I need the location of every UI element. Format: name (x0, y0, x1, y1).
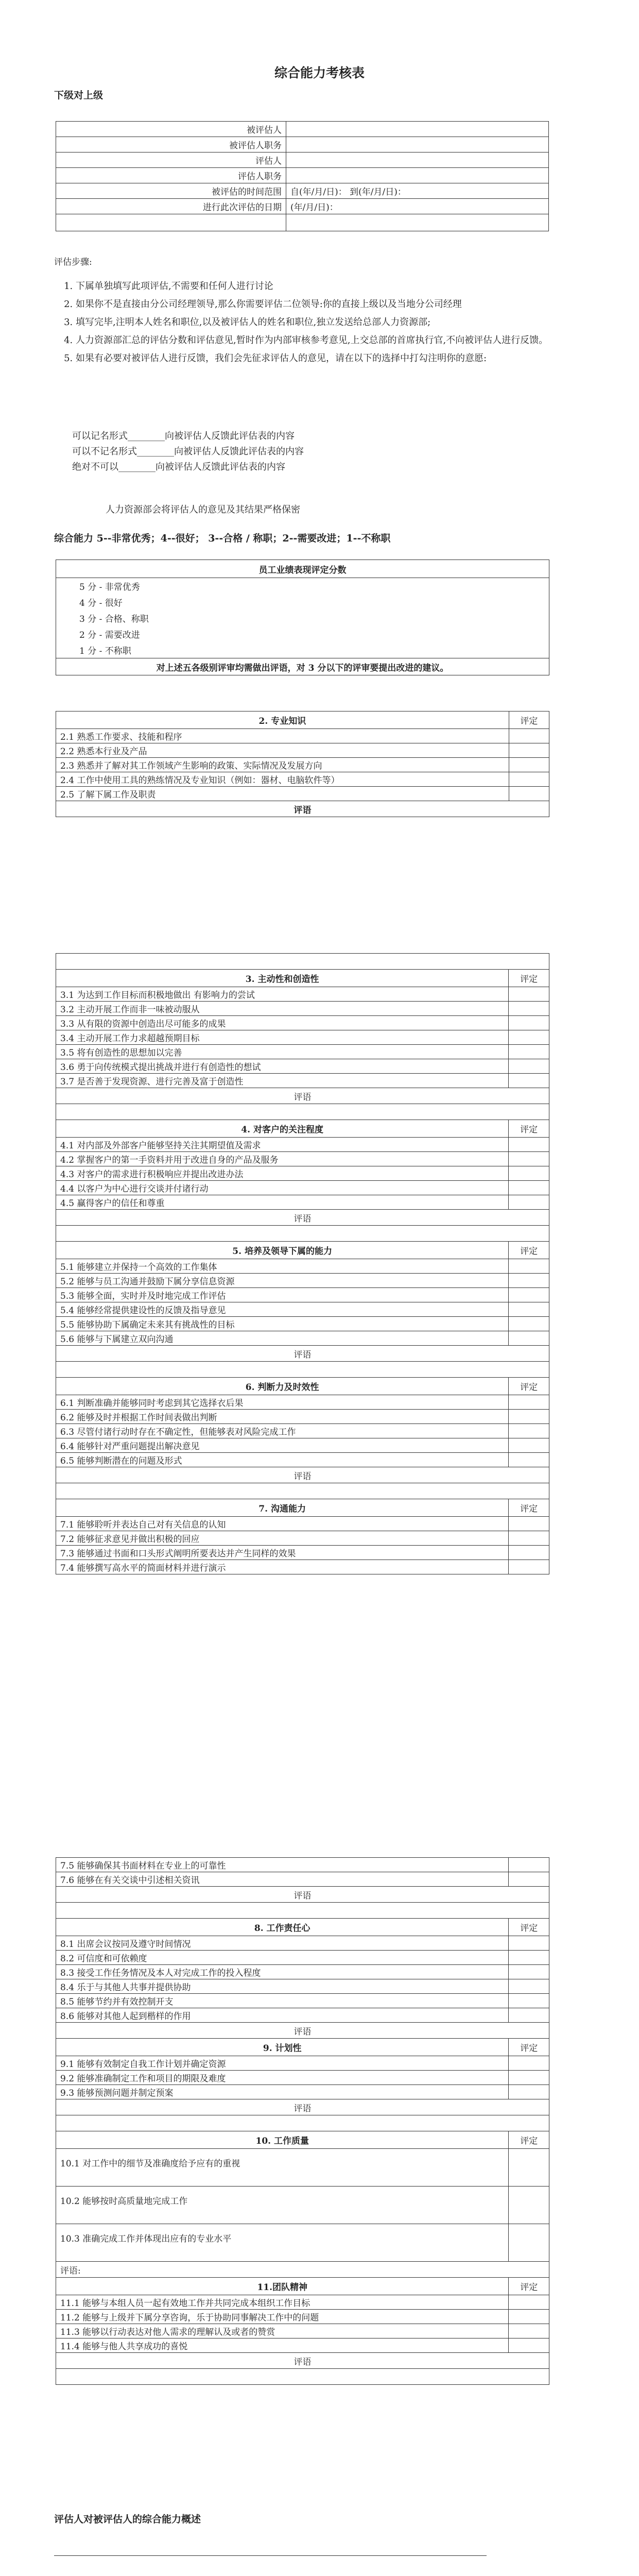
section-title: 6. 判断力及时效性 (56, 1378, 509, 1395)
info-label: 被评估的时间范围 (56, 183, 286, 199)
score-cell[interactable] (509, 1138, 549, 1152)
spacer-row (56, 2115, 549, 2131)
criteria-label: 3.6 勇于向传统模式提出挑战并进行有创造性的想试 (56, 1059, 509, 1074)
criteria-label: 3.1 为达到工作目标而积极地做出 有影响力的尝试 (56, 987, 509, 1002)
criteria-row (56, 1138, 549, 1152)
criteria-row (56, 2324, 549, 2338)
score-cell[interactable] (509, 1030, 549, 1045)
criteria-row (56, 1195, 549, 1210)
summary-input-line[interactable] (54, 2555, 487, 2556)
score-cell[interactable] (509, 1517, 549, 1531)
score-legend-table (56, 560, 549, 675)
criteria-row (56, 1045, 549, 1059)
criteria-label: 9.1 能够有效制定自我工作计划并确定资源 (56, 2056, 509, 2071)
criteria-label: 5.6 能够与下属建立双向沟通 (56, 1331, 509, 1346)
score-col-header: 评定 (509, 2131, 549, 2149)
criteria-row (56, 1181, 549, 1195)
score-cell[interactable] (509, 1074, 549, 1088)
criteria-row (56, 1152, 549, 1166)
score-cell[interactable] (509, 1395, 549, 1410)
score-cell[interactable] (509, 1045, 549, 1059)
comment-row[interactable]: 评语: (56, 2262, 549, 2278)
criteria-row (56, 1331, 549, 1346)
comment-row[interactable]: 评语 (56, 1088, 549, 1104)
score-cell[interactable] (509, 2324, 549, 2338)
score-cell[interactable] (509, 1288, 549, 1302)
criteria-row (56, 1317, 549, 1331)
comment-row[interactable]: 评语 (56, 2353, 549, 2369)
criteria-row (56, 1858, 549, 1872)
criteria-label: 6.4 能够针对严重问题提出解决意见 (56, 1438, 509, 1453)
score-col-header: 评定 (509, 1242, 549, 1259)
criteria-row (56, 2085, 549, 2099)
info-value[interactable] (286, 168, 549, 183)
step-item: 4. 人力资源部汇总的评估分数和评估意见,暂时作为内部审核参考意见,上交总部的首席执行官,不向被评估人进行反馈。 (76, 332, 611, 348)
score-cell[interactable] (509, 1302, 549, 1317)
criteria-row (56, 1016, 549, 1030)
criteria-row (56, 2149, 549, 2187)
criteria-row (56, 1274, 549, 1288)
score-cell[interactable] (509, 1858, 549, 1872)
criteria-label: 4.2 掌握客户的第一手资料并用于改进自身的产品及服务 (56, 1152, 509, 1166)
score-col-header: 评定 (509, 711, 549, 729)
score-col-header: 评定 (509, 1499, 549, 1517)
criteria-row (56, 772, 549, 787)
evaluation-block-a (56, 953, 549, 1574)
info-blank-cell (56, 214, 286, 231)
info-row (56, 152, 549, 168)
criteria-row (56, 1074, 549, 1088)
criteria-row (56, 2224, 549, 2262)
criteria-label: 11.3 能够以行动表达对他人需求的理解认及或者的赞赏 (56, 2324, 509, 2338)
criteria-label: 7.5 能够确保其书面材料在专业上的可靠性 (56, 1858, 509, 1872)
criteria-label: 5.5 能够协助下属确定未来其有挑战性的目标 (56, 1317, 509, 1331)
criteria-label: 5.4 能够经常提供建设性的反馈及指导意见 (56, 1302, 509, 1317)
info-value[interactable]: 自(年/月/日)： 到(年/月/日)： (286, 183, 549, 199)
score-cell[interactable] (509, 1994, 549, 2008)
score-cell[interactable] (509, 1410, 549, 1424)
criteria-label: 10.3 准确完成工作并体现出应有的专业水平 (56, 2224, 509, 2262)
steps-heading: 评估步骤: (54, 257, 92, 267)
criteria-label: 6.5 能够判断潜在的问题及形式 (56, 1453, 509, 1467)
info-table (56, 121, 549, 231)
score-cell[interactable] (509, 2187, 549, 2224)
spacer-row (56, 2369, 549, 2385)
criteria-label: 3.3 从有限的资源中创造出尽可能多的成果 (56, 1016, 509, 1030)
info-label: 评估人职务 (56, 168, 286, 183)
criteria-label: 2.3 熟悉并了解对其工作领域产生影响的政策、实际情况及发展方向 (56, 758, 509, 772)
rating-scale: 综合能力 5--非常优秀；4--很好； 3--合格 / 称职；2--需要改进；1--不称职 (54, 533, 391, 544)
criteria-label: 8.3 接受工作任务情况及本人对完成工作的投入程度 (56, 1965, 509, 1979)
score-cell[interactable] (509, 1259, 549, 1274)
info-label: 评估人 (56, 152, 286, 168)
criteria-row (56, 1259, 549, 1274)
score-cell[interactable] (509, 1317, 549, 1331)
score-col-header: 评定 (509, 1919, 549, 1936)
score-cell[interactable] (509, 2056, 549, 2071)
score-cell[interactable] (509, 2295, 549, 2310)
score-col-header: 评定 (509, 970, 549, 987)
info-blank-cell[interactable] (286, 214, 549, 231)
criteria-label: 11.2 能够与上级并下属分享咨询，乐于协助同事解决工作中的问题 (56, 2310, 509, 2324)
criteria-label: 11.1 能够与本组人员一起有效地工作并共同完成本组织工作目标 (56, 2295, 509, 2310)
score-legend-item: 3 分 - 合格、称职 (56, 610, 549, 626)
score-cell[interactable] (509, 1453, 549, 1467)
info-row (56, 137, 549, 152)
section-title: 10. 工作质量 (56, 2131, 509, 2149)
page-subtitle: 下级对上级 (54, 90, 103, 101)
info-row (56, 199, 549, 214)
info-value[interactable] (286, 152, 549, 168)
step-item: 5. 如果有必要对被评估人进行反馈，我们会先征求评估人的意见，请在以下的选择中打勾注明你的意愿: (76, 350, 611, 366)
section-title: 9. 计划性 (56, 2039, 509, 2056)
score-cell[interactable] (509, 1872, 549, 1887)
criteria-label: 5.2 能够与员工沟通并鼓励下属分享信息资源 (56, 1274, 509, 1288)
score-legend-item: 5 分 - 非常优秀 (56, 578, 549, 595)
criteria-label: 4.5 赢得客户的信任和尊重 (56, 1195, 509, 1210)
section-title: 11.团队精神 (56, 2278, 509, 2295)
evaluation-block-b (56, 1857, 549, 2385)
score-legend-item: 2 分 - 需要改进 (56, 626, 549, 642)
feedback-option[interactable]: 可以记名形式________向被评估人反馈此评估表的内容 (72, 431, 295, 442)
score-cell[interactable] (509, 1331, 549, 1346)
criteria-label: 6.1 判断准确并能够同时考虑到其它选择衣后果 (56, 1395, 509, 1410)
criteria-label: 5.3 能够全面，实时并及时地完成工作评估 (56, 1288, 509, 1302)
criteria-row (56, 2008, 549, 2023)
score-legend-item: 1 分 - 不称职 (56, 642, 549, 658)
criteria-label: 2.1 熟悉工作要求、技能和程序 (56, 729, 509, 743)
criteria-label: 8.4 乐于与其他人共事并提供协助 (56, 1979, 509, 1994)
criteria-label: 9.3 能够预测问题并制定预案 (56, 2085, 509, 2099)
criteria-label: 3.2 主动开展工作而非一味被动服从 (56, 1002, 509, 1016)
score-col-header: 评定 (509, 1120, 549, 1138)
score-legend-note: 对上述五各级别评审均需做出评语，对 3 分以下的评审要提出改进的建议。 (56, 658, 549, 675)
criteria-row (56, 1395, 549, 1410)
score-cell[interactable] (509, 1965, 549, 1979)
criteria-row (56, 1951, 549, 1965)
score-cell[interactable] (509, 2008, 549, 2023)
criteria-label: 7.3 能够通过书面和口头形式阐明所要表达并产生同样的效果 (56, 1546, 509, 1560)
criteria-row (56, 743, 549, 758)
score-cell[interactable] (509, 772, 549, 787)
score-cell[interactable] (509, 1181, 549, 1195)
info-value[interactable]: (年/月/日)： (286, 199, 549, 214)
criteria-label: 2.4 工作中使用工具的熟练情况及专业知识（例如：器材、电脑软件等） (56, 772, 509, 787)
score-cell[interactable] (509, 2085, 549, 2099)
criteria-label: 4.4 以客户为中心进行交谈并付诸行动 (56, 1181, 509, 1195)
page-title: 综合能力考核表 (274, 65, 365, 80)
score-cell[interactable] (509, 758, 549, 772)
criteria-label: 2.5 了解下属工作及职责 (56, 787, 509, 801)
criteria-row (56, 1424, 549, 1438)
comment-row[interactable]: 评语 (56, 1346, 549, 1362)
criteria-label: 7.2 能够征求意见并做出积极的回应 (56, 1531, 509, 1546)
section-title: 4. 对客户的关注程度 (56, 1120, 509, 1138)
criteria-label: 10.1 对工作中的细节及准确度给予应有的重视 (56, 2149, 509, 2187)
score-cell[interactable] (509, 2338, 549, 2353)
criteria-row (56, 758, 549, 772)
criteria-row (56, 1059, 549, 1074)
section-title: 7. 沟通能力 (56, 1499, 509, 1517)
criteria-label: 9.2 能够准确制定工作和项目的期限及难度 (56, 2071, 509, 2085)
comment-row[interactable]: 评语 (56, 801, 549, 817)
info-label: 进行此次评估的日期 (56, 199, 286, 214)
spacer-row (56, 954, 549, 970)
criteria-row (56, 729, 549, 743)
criteria-label: 8.1 出席会议按同及遵守时间情况 (56, 1936, 509, 1951)
score-cell[interactable] (509, 2310, 549, 2324)
criteria-row (56, 1979, 549, 1994)
criteria-label: 4.3 对客户的需求进行积极响应并提出改进办法 (56, 1166, 509, 1181)
criteria-row (56, 1517, 549, 1531)
section-title: 5. 培养及领导下属的能力 (56, 1242, 509, 1259)
criteria-row (56, 1965, 549, 1979)
score-cell[interactable] (509, 1979, 549, 1994)
criteria-row (56, 1560, 549, 1574)
comment-row[interactable]: 评语 (56, 2023, 549, 2039)
score-cell[interactable] (509, 1152, 549, 1166)
score-cell[interactable] (509, 2224, 549, 2262)
score-cell[interactable] (509, 1274, 549, 1288)
score-cell[interactable] (509, 729, 549, 743)
criteria-label: 6.2 能够及时并根据工作时间表做出判断 (56, 1410, 509, 1424)
criteria-row (56, 1936, 549, 1951)
score-cell[interactable] (509, 1002, 549, 1016)
score-legend-item: 4 分 - 很好 (56, 594, 549, 610)
criteria-row (56, 1438, 549, 1453)
score-cell[interactable] (509, 1195, 549, 1210)
info-row (56, 122, 549, 137)
score-cell[interactable] (509, 1438, 549, 1453)
criteria-row (56, 2295, 549, 2310)
criteria-row (56, 2056, 549, 2071)
criteria-row (56, 2338, 549, 2353)
criteria-label: 7.6 能够在有关交谈中引述相关资讯 (56, 1872, 509, 1887)
score-cell[interactable] (509, 1166, 549, 1181)
criteria-row (56, 1030, 549, 1045)
score-col-header: 评定 (509, 1378, 549, 1395)
spacer-row (56, 1104, 549, 1120)
info-value[interactable] (286, 137, 549, 152)
criteria-row (56, 787, 549, 801)
score-cell[interactable] (509, 787, 549, 801)
criteria-row (56, 987, 549, 1002)
score-cell[interactable] (509, 1016, 549, 1030)
feedback-option[interactable]: 可以不记名形式________向被评估人反馈此评估表的内容 (72, 446, 304, 457)
score-legend-header: 员工业绩表现评定分数 (56, 560, 549, 578)
criteria-label: 7.1 能够聆听并表达自己对有关信息的认知 (56, 1517, 509, 1531)
criteria-label: 5.1 能够建立并保持一个高效的工作集体 (56, 1259, 509, 1274)
score-cell[interactable] (509, 1059, 549, 1074)
info-value[interactable] (286, 122, 549, 137)
criteria-row (56, 1410, 549, 1424)
criteria-label: 7.4 能够撰写高水平的简面材料并进行演示 (56, 1560, 509, 1574)
criteria-label: 11.4 能够与他人共享成功的喜悦 (56, 2338, 509, 2353)
criteria-label: 4.1 对内部及外部客户能够坚持关注其期望值及需求 (56, 1138, 509, 1152)
comment-row[interactable]: 评语 (56, 1887, 549, 1903)
criteria-label: 6.3 尽管付诸行动时存在不确定性，但能够表对风险完成工作 (56, 1424, 509, 1438)
score-cell[interactable] (509, 743, 549, 758)
spacer-row (56, 1483, 549, 1499)
criteria-row (56, 1453, 549, 1467)
section-title: 8. 工作责任心 (56, 1919, 509, 1936)
criteria-label: 8.2 可信度和可依赖度 (56, 1951, 509, 1965)
info-label: 被评估人职务 (56, 137, 286, 152)
section-title: 3. 主动性和创造性 (56, 970, 509, 987)
summary-title: 评估人对被评估人的综合能力概述 (54, 2514, 201, 2525)
criteria-label: 2.2 熟悉本行业及产品 (56, 743, 509, 758)
criteria-label: 3.7 是否善于发现资源、进行完善及富于创造性 (56, 1074, 509, 1088)
score-cell[interactable] (509, 1560, 549, 1574)
score-cell[interactable] (509, 1951, 549, 1965)
criteria-row (56, 1002, 549, 1016)
score-cell[interactable] (509, 1531, 549, 1546)
step-item: 2. 如果你不是直接由分公司经理领导,那么你需要评估二位领导:你的直接上级以及当地分公司经理 (76, 296, 611, 312)
criteria-row (56, 2310, 549, 2324)
criteria-label: 3.4 主动开展工作力求超越预期目标 (56, 1030, 509, 1045)
criteria-row (56, 1872, 549, 1887)
comment-row[interactable]: 评语 (56, 1467, 549, 1483)
steps-list (54, 278, 611, 368)
comment-row[interactable]: 评语 (56, 2099, 549, 2115)
score-cell[interactable] (509, 2149, 549, 2187)
score-col-header: 评定 (509, 2278, 549, 2295)
step-item: 1. 下属单独填写此项评估,不需要和任何人进行讨论 (76, 278, 611, 294)
confidentiality-note: 人力资源部会将评估人的意见及其结果严格保密 (106, 504, 300, 515)
comment-row[interactable]: 评语 (56, 1210, 549, 1226)
spacer-row (56, 1362, 549, 1378)
score-cell[interactable] (509, 987, 549, 1002)
section-professional-knowledge (56, 711, 549, 817)
criteria-row (56, 1531, 549, 1546)
criteria-row (56, 1994, 549, 2008)
criteria-row (56, 2187, 549, 2224)
score-cell[interactable] (509, 1546, 549, 1560)
info-label: 被评估人 (56, 122, 286, 137)
step-item: 3. 填写完毕,注明本人姓名和职位,以及被评估人的姓名和职位,独立发送给总部人力资源部; (76, 314, 611, 330)
criteria-row (56, 1166, 549, 1181)
info-row (56, 168, 549, 183)
score-col-header: 评定 (509, 2039, 549, 2056)
info-row (56, 183, 549, 199)
criteria-label: 8.6 能够对其他人起到楷样的作用 (56, 2008, 509, 2023)
criteria-row (56, 1546, 549, 1560)
score-cell[interactable] (509, 1936, 549, 1951)
criteria-label: 10.2 能够按时高质量地完成工作 (56, 2187, 509, 2224)
criteria-row (56, 2071, 549, 2085)
criteria-label: 8.5 能够节约并有效控制开支 (56, 1994, 509, 2008)
criteria-row (56, 1302, 549, 1317)
score-cell[interactable] (509, 1424, 549, 1438)
spacer-row (56, 1226, 549, 1242)
criteria-row (56, 1288, 549, 1302)
criteria-label: 3.5 将有创造性的思想加以完善 (56, 1045, 509, 1059)
spacer-row (56, 1903, 549, 1919)
info-row-blank (56, 214, 549, 231)
section-title: 2. 专业知识 (56, 711, 509, 729)
feedback-option[interactable]: 绝对不可以________向被评估人反馈此评估表的内容 (72, 462, 285, 472)
score-cell[interactable] (509, 2071, 549, 2085)
